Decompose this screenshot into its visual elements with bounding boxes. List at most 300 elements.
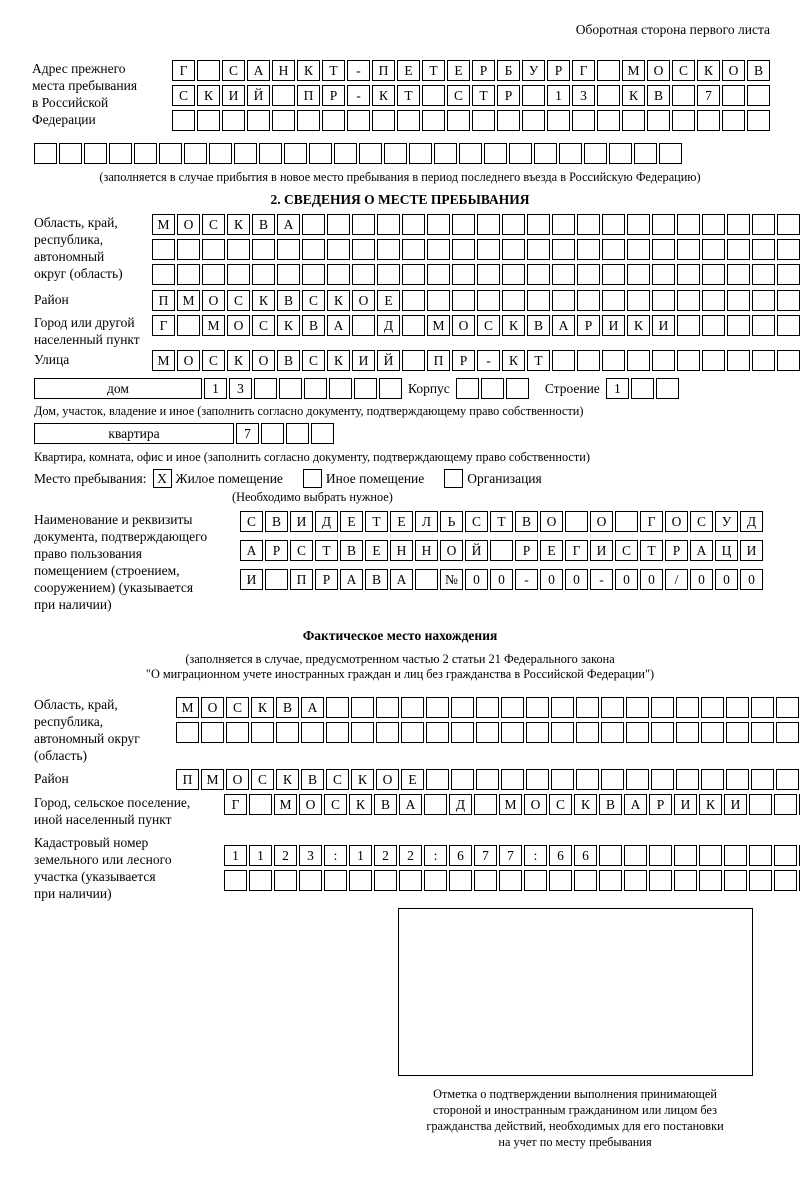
section2-region-cell-r3-7[interactable]: [302, 264, 325, 285]
section2-region-cell-r1-8[interactable]: [327, 214, 350, 235]
prev-address-cell-r2-9[interactable]: К: [372, 85, 395, 106]
section2-region-cell-r3-14[interactable]: [477, 264, 500, 285]
section2-document-row-2[interactable]: [240, 540, 765, 561]
section2-street-cell-19[interactable]: [602, 350, 625, 371]
section2-document-cell-r3-11[interactable]: 0: [490, 569, 513, 590]
prev-address-cell-r1-13[interactable]: Р: [472, 60, 495, 81]
prev-address-cell-r4-16[interactable]: [409, 143, 432, 164]
section2-city-cell-20[interactable]: К: [627, 315, 650, 336]
section2-street-cell-3[interactable]: С: [202, 350, 225, 371]
section2-district-cell-19[interactable]: [602, 290, 625, 311]
section2-region-cell-r3-5[interactable]: [252, 264, 275, 285]
section3-cadastral-cell-r1-12[interactable]: 7: [499, 845, 522, 866]
section2-document-cell-r2-11[interactable]: [490, 540, 513, 561]
prev-address-cell-r3-9[interactable]: [372, 110, 395, 131]
section2-document-cell-r2-2[interactable]: Р: [265, 540, 288, 561]
section3-region-cell-r1-2[interactable]: О: [201, 697, 224, 718]
place-type-residential-checkbox[interactable]: X: [153, 469, 172, 488]
section2-region-cell-r2-7[interactable]: [302, 239, 325, 260]
stroenie-cells[interactable]: [606, 378, 681, 399]
prev-address-cell-r2-21[interactable]: [672, 85, 695, 106]
section3-region-cell-r2-22[interactable]: [701, 722, 724, 743]
section2-region-cell-r3-23[interactable]: [702, 264, 725, 285]
prev-address-cell-r1-12[interactable]: Е: [447, 60, 470, 81]
section2-document-cell-r1-2[interactable]: В: [265, 511, 288, 532]
section3-region-cell-r1-10[interactable]: [401, 697, 424, 718]
section2-region-cell-r3-26[interactable]: [777, 264, 800, 285]
section3-region-cell-r1-14[interactable]: [501, 697, 524, 718]
section2-region-cell-r2-24[interactable]: [727, 239, 750, 260]
section2-street-cell-21[interactable]: [652, 350, 675, 371]
section2-document-cell-r2-14[interactable]: Г: [565, 540, 588, 561]
section2-document-cell-r1-16[interactable]: [615, 511, 638, 532]
section2-district-cell-20[interactable]: [627, 290, 650, 311]
prev-address-cell-r1-2[interactable]: [197, 60, 220, 81]
prev-address-cell-r4-22[interactable]: [559, 143, 582, 164]
section2-street-cell-15[interactable]: К: [502, 350, 525, 371]
section2-street-cell-5[interactable]: О: [252, 350, 275, 371]
section2-district-cell-8[interactable]: К: [327, 290, 350, 311]
section3-city-cell-7[interactable]: В: [374, 794, 397, 815]
section2-region-cell-r2-18[interactable]: [577, 239, 600, 260]
section2-city-row[interactable]: [152, 315, 800, 336]
section2-district-cell-15[interactable]: [502, 290, 525, 311]
section2-document-cell-r3-16[interactable]: 0: [615, 569, 638, 590]
section3-region-cell-r1-4[interactable]: К: [251, 697, 274, 718]
section2-region-cell-r1-25[interactable]: [752, 214, 775, 235]
prev-address-cell-r4-5[interactable]: [134, 143, 157, 164]
section2-city-cell-18[interactable]: Р: [577, 315, 600, 336]
section2-region-cell-r2-10[interactable]: [377, 239, 400, 260]
house-cell-6[interactable]: [329, 378, 352, 399]
place-type-organization-checkbox[interactable]: [444, 469, 463, 488]
section2-city-cell-24[interactable]: [727, 315, 750, 336]
section3-district-cell-6[interactable]: В: [301, 769, 324, 790]
section2-street-cell-23[interactable]: [702, 350, 725, 371]
prev-address-cell-r3-10[interactable]: [397, 110, 420, 131]
section3-cadastral-cell-r1-13[interactable]: :: [524, 845, 547, 866]
house-cell-3[interactable]: [254, 378, 277, 399]
korpus-cell-3[interactable]: [506, 378, 529, 399]
prev-address-cell-r1-19[interactable]: М: [622, 60, 645, 81]
prev-address-cell-r3-24[interactable]: [747, 110, 770, 131]
section2-region-cell-r3-1[interactable]: [152, 264, 175, 285]
prev-address-cell-r3-22[interactable]: [697, 110, 720, 131]
prev-address-cell-r3-15[interactable]: [522, 110, 545, 131]
section3-city-cell-1[interactable]: Г: [224, 794, 247, 815]
prev-address-cell-r2-24[interactable]: [747, 85, 770, 106]
section2-city-cell-17[interactable]: А: [552, 315, 575, 336]
prev-address-cell-r2-20[interactable]: В: [647, 85, 670, 106]
section2-region-cell-r1-18[interactable]: [577, 214, 600, 235]
prev-address-cell-r4-20[interactable]: [509, 143, 532, 164]
section3-region-cell-r2-14[interactable]: [501, 722, 524, 743]
section3-cadastral-cell-r1-8[interactable]: 2: [399, 845, 422, 866]
section3-cadastral-cell-r1-10[interactable]: 6: [449, 845, 472, 866]
section3-city-cell-10[interactable]: Д: [449, 794, 472, 815]
section3-district-cell-21[interactable]: [676, 769, 699, 790]
prev-address-cell-r1-7[interactable]: Т: [322, 60, 345, 81]
section2-region-cell-r2-17[interactable]: [552, 239, 575, 260]
section3-city-cell-8[interactable]: А: [399, 794, 422, 815]
section2-document-cell-r2-5[interactable]: В: [340, 540, 363, 561]
prev-address-cell-r3-19[interactable]: [622, 110, 645, 131]
section2-document-row-3[interactable]: [240, 569, 765, 590]
stroenie-cell-2[interactable]: [631, 378, 654, 399]
section3-city-row[interactable]: [224, 794, 800, 815]
section3-cadastral-cell-r2-13[interactable]: [524, 870, 547, 891]
section2-document-cell-r3-12[interactable]: -: [515, 569, 538, 590]
section3-cadastral-cell-r1-22[interactable]: [749, 845, 772, 866]
section3-city-cell-6[interactable]: К: [349, 794, 372, 815]
prev-address-cell-r4-14[interactable]: [359, 143, 382, 164]
section2-district-cell-17[interactable]: [552, 290, 575, 311]
section3-city-cell-4[interactable]: О: [299, 794, 322, 815]
section3-cadastral-cell-r1-9[interactable]: :: [424, 845, 447, 866]
section2-city-cell-12[interactable]: М: [427, 315, 450, 336]
section2-document-cell-r1-8[interactable]: Л: [415, 511, 438, 532]
prev-address-row-4[interactable]: [34, 143, 684, 164]
section3-city-cell-5[interactable]: С: [324, 794, 347, 815]
section3-district-cell-1[interactable]: П: [176, 769, 199, 790]
section3-region-cell-r2-13[interactable]: [476, 722, 499, 743]
section3-city-cell-14[interactable]: С: [549, 794, 572, 815]
section2-region-cell-r1-21[interactable]: [652, 214, 675, 235]
prev-address-cell-r4-9[interactable]: [234, 143, 257, 164]
section2-region-row-2[interactable]: [152, 239, 800, 260]
section3-region-cell-r1-9[interactable]: [376, 697, 399, 718]
section3-district-cell-7[interactable]: С: [326, 769, 349, 790]
section3-region-cell-r1-19[interactable]: [626, 697, 649, 718]
section3-cadastral-cell-r2-3[interactable]: [274, 870, 297, 891]
section2-document-cell-r3-2[interactable]: [265, 569, 288, 590]
prev-address-cell-r4-2[interactable]: [59, 143, 82, 164]
section2-region-cell-r3-18[interactable]: [577, 264, 600, 285]
section2-district-cell-23[interactable]: [702, 290, 725, 311]
section2-region-cell-r2-5[interactable]: [252, 239, 275, 260]
section2-document-cell-r1-1[interactable]: С: [240, 511, 263, 532]
prev-address-cell-r3-23[interactable]: [722, 110, 745, 131]
section2-street-cell-17[interactable]: [552, 350, 575, 371]
section3-region-cell-r1-25[interactable]: [776, 697, 799, 718]
prev-address-cell-r3-17[interactable]: [572, 110, 595, 131]
section3-region-cell-r2-7[interactable]: [326, 722, 349, 743]
section2-region-cell-r1-14[interactable]: [477, 214, 500, 235]
section2-region-cell-r2-20[interactable]: [627, 239, 650, 260]
section3-cadastral-cell-r1-17[interactable]: [624, 845, 647, 866]
section2-document-cell-r3-19[interactable]: 0: [690, 569, 713, 590]
section3-district-cell-24[interactable]: [751, 769, 774, 790]
house-cell-2[interactable]: 3: [229, 378, 252, 399]
section2-street-cell-6[interactable]: В: [277, 350, 300, 371]
prev-address-cell-r1-22[interactable]: К: [697, 60, 720, 81]
korpus-cells[interactable]: [456, 378, 531, 399]
section3-region-cell-r2-2[interactable]: [201, 722, 224, 743]
section2-region-cell-r3-13[interactable]: [452, 264, 475, 285]
section2-document-cell-r3-9[interactable]: №: [440, 569, 463, 590]
section2-region-cell-r3-3[interactable]: [202, 264, 225, 285]
section2-document-cell-r3-4[interactable]: Р: [315, 569, 338, 590]
section2-district-cell-9[interactable]: О: [352, 290, 375, 311]
section2-document-cell-r2-10[interactable]: Й: [465, 540, 488, 561]
section2-district-cell-11[interactable]: [402, 290, 425, 311]
section3-cadastral-cell-r2-8[interactable]: [399, 870, 422, 891]
section3-cadastral-row-1[interactable]: [224, 845, 800, 866]
section2-region-cell-r3-6[interactable]: [277, 264, 300, 285]
section3-city-cell-20[interactable]: К: [699, 794, 722, 815]
section2-district-cell-18[interactable]: [577, 290, 600, 311]
section3-district-cell-12[interactable]: [451, 769, 474, 790]
section2-city-cell-21[interactable]: И: [652, 315, 675, 336]
house-cell-8[interactable]: [379, 378, 402, 399]
section3-region-cell-r1-16[interactable]: [551, 697, 574, 718]
section2-document-cell-r1-7[interactable]: Е: [390, 511, 413, 532]
section2-region-cell-r2-12[interactable]: [427, 239, 450, 260]
section3-city-cell-19[interactable]: И: [674, 794, 697, 815]
section2-region-cell-r2-26[interactable]: [777, 239, 800, 260]
section3-district-cell-18[interactable]: [601, 769, 624, 790]
section2-street-cell-26[interactable]: [777, 350, 800, 371]
prev-address-cell-r1-20[interactable]: О: [647, 60, 670, 81]
prev-address-cell-r4-15[interactable]: [384, 143, 407, 164]
prev-address-cell-r1-18[interactable]: [597, 60, 620, 81]
section3-region-cell-r1-12[interactable]: [451, 697, 474, 718]
house-cells[interactable]: [204, 378, 404, 399]
prev-address-cell-r1-4[interactable]: А: [247, 60, 270, 81]
section3-city-cell-3[interactable]: М: [274, 794, 297, 815]
house-cell-7[interactable]: [354, 378, 377, 399]
prev-address-cell-r3-18[interactable]: [597, 110, 620, 131]
section2-region-row-1[interactable]: [152, 214, 800, 235]
section3-cadastral-cell-r2-14[interactable]: [549, 870, 572, 891]
prev-address-cell-r1-11[interactable]: Т: [422, 60, 445, 81]
prev-address-cell-r1-5[interactable]: Н: [272, 60, 295, 81]
section2-region-cell-r3-11[interactable]: [402, 264, 425, 285]
prev-address-cell-r4-13[interactable]: [334, 143, 357, 164]
prev-address-cell-r1-21[interactable]: С: [672, 60, 695, 81]
section2-street-cell-8[interactable]: К: [327, 350, 350, 371]
section3-district-cell-8[interactable]: К: [351, 769, 374, 790]
prev-address-cell-r3-16[interactable]: [547, 110, 570, 131]
section2-region-cell-r1-22[interactable]: [677, 214, 700, 235]
section2-region-cell-r1-10[interactable]: [377, 214, 400, 235]
section2-region-cell-r1-6[interactable]: А: [277, 214, 300, 235]
section2-document-cell-r1-4[interactable]: Д: [315, 511, 338, 532]
stroenie-cell-1[interactable]: 1: [606, 378, 629, 399]
section2-document-cell-r1-12[interactable]: В: [515, 511, 538, 532]
section2-region-cell-r3-12[interactable]: [427, 264, 450, 285]
prev-address-cell-r1-8[interactable]: -: [347, 60, 370, 81]
section3-cadastral-cell-r2-4[interactable]: [299, 870, 322, 891]
section2-region-cell-r1-23[interactable]: [702, 214, 725, 235]
section3-cadastral-cell-r2-16[interactable]: [599, 870, 622, 891]
section3-region-cell-r1-21[interactable]: [676, 697, 699, 718]
section2-document-cell-r2-18[interactable]: Р: [665, 540, 688, 561]
section3-cadastral-cell-r2-21[interactable]: [724, 870, 747, 891]
section2-district-cell-4[interactable]: С: [227, 290, 250, 311]
prev-address-cell-r1-16[interactable]: Р: [547, 60, 570, 81]
section2-street-cell-2[interactable]: О: [177, 350, 200, 371]
section2-region-cell-r2-3[interactable]: [202, 239, 225, 260]
section2-region-cell-r3-10[interactable]: [377, 264, 400, 285]
prev-address-cell-r2-19[interactable]: К: [622, 85, 645, 106]
prev-address-cell-r3-8[interactable]: [347, 110, 370, 131]
section3-cadastral-cell-r2-18[interactable]: [649, 870, 672, 891]
section3-region-cell-r2-5[interactable]: [276, 722, 299, 743]
prev-address-cell-r4-23[interactable]: [584, 143, 607, 164]
section2-city-cell-4[interactable]: О: [227, 315, 250, 336]
prev-address-cell-r4-7[interactable]: [184, 143, 207, 164]
section2-region-row-3[interactable]: [152, 264, 800, 285]
section3-city-cell-17[interactable]: А: [624, 794, 647, 815]
section3-region-cell-r1-18[interactable]: [601, 697, 624, 718]
section3-cadastral-cell-r1-1[interactable]: 1: [224, 845, 247, 866]
prev-address-cell-r3-3[interactable]: [222, 110, 245, 131]
prev-address-cell-r4-26[interactable]: [659, 143, 682, 164]
section2-document-cell-r3-15[interactable]: -: [590, 569, 613, 590]
section3-cadastral-cell-r2-15[interactable]: [574, 870, 597, 891]
section3-region-cell-r1-17[interactable]: [576, 697, 599, 718]
section2-street-cell-25[interactable]: [752, 350, 775, 371]
section2-document-cell-r3-14[interactable]: 0: [565, 569, 588, 590]
section2-document-cell-r1-21[interactable]: Д: [740, 511, 763, 532]
section3-cadastral-cell-r1-23[interactable]: [774, 845, 797, 866]
prev-address-cell-r3-11[interactable]: [422, 110, 445, 131]
section3-region-cell-r1-5[interactable]: В: [276, 697, 299, 718]
section3-region-cell-r2-17[interactable]: [576, 722, 599, 743]
section2-document-cell-r1-14[interactable]: [565, 511, 588, 532]
section2-city-cell-26[interactable]: [777, 315, 800, 336]
prev-address-cell-r3-21[interactable]: [672, 110, 695, 131]
section3-cadastral-cell-r2-10[interactable]: [449, 870, 472, 891]
section2-document-cell-r2-4[interactable]: Т: [315, 540, 338, 561]
section2-city-cell-16[interactable]: В: [527, 315, 550, 336]
section3-district-cell-9[interactable]: О: [376, 769, 399, 790]
section3-region-cell-r1-13[interactable]: [476, 697, 499, 718]
section2-city-cell-3[interactable]: М: [202, 315, 225, 336]
section3-cadastral-cell-r2-7[interactable]: [374, 870, 397, 891]
section3-cadastral-cell-r2-5[interactable]: [324, 870, 347, 891]
section2-document-cell-r2-16[interactable]: С: [615, 540, 638, 561]
section3-region-cell-r2-11[interactable]: [426, 722, 449, 743]
section3-district-cell-15[interactable]: [526, 769, 549, 790]
section3-region-cell-r2-1[interactable]: [176, 722, 199, 743]
section2-region-cell-r1-19[interactable]: [602, 214, 625, 235]
section2-district-cell-24[interactable]: [727, 290, 750, 311]
section2-region-cell-r3-16[interactable]: [527, 264, 550, 285]
section2-document-cell-r3-3[interactable]: П: [290, 569, 313, 590]
prev-address-cell-r2-3[interactable]: И: [222, 85, 245, 106]
prev-address-cell-r1-9[interactable]: П: [372, 60, 395, 81]
section2-street-cell-12[interactable]: П: [427, 350, 450, 371]
section2-district-cell-22[interactable]: [677, 290, 700, 311]
section2-region-cell-r3-22[interactable]: [677, 264, 700, 285]
section2-region-cell-r3-17[interactable]: [552, 264, 575, 285]
section2-city-cell-1[interactable]: Г: [152, 315, 175, 336]
section2-region-cell-r1-7[interactable]: [302, 214, 325, 235]
section2-document-cell-r1-9[interactable]: Ь: [440, 511, 463, 532]
section3-cadastral-cell-r1-3[interactable]: 2: [274, 845, 297, 866]
prev-address-cell-r1-1[interactable]: Г: [172, 60, 195, 81]
section3-district-cell-3[interactable]: О: [226, 769, 249, 790]
section3-district-cell-20[interactable]: [651, 769, 674, 790]
section3-district-cell-19[interactable]: [626, 769, 649, 790]
section2-document-cell-r1-18[interactable]: О: [665, 511, 688, 532]
section3-cadastral-cell-r2-19[interactable]: [674, 870, 697, 891]
section2-district-cell-16[interactable]: [527, 290, 550, 311]
section2-city-cell-25[interactable]: [752, 315, 775, 336]
prev-address-cell-r1-23[interactable]: О: [722, 60, 745, 81]
section2-document-cell-r1-15[interactable]: О: [590, 511, 613, 532]
section2-document-cell-r1-13[interactable]: О: [540, 511, 563, 532]
section3-region-cell-r2-3[interactable]: [226, 722, 249, 743]
section3-district-cell-13[interactable]: [476, 769, 499, 790]
prev-address-cell-r4-6[interactable]: [159, 143, 182, 164]
prev-address-cell-r3-2[interactable]: [197, 110, 220, 131]
section2-document-cell-r2-21[interactable]: И: [740, 540, 763, 561]
section2-street-cell-18[interactable]: [577, 350, 600, 371]
prev-address-row-1[interactable]: [172, 60, 772, 81]
prev-address-cell-r4-18[interactable]: [459, 143, 482, 164]
section2-region-cell-r1-16[interactable]: [527, 214, 550, 235]
section2-region-cell-r2-6[interactable]: [277, 239, 300, 260]
house-cell-1[interactable]: 1: [204, 378, 227, 399]
section2-document-cell-r1-6[interactable]: Т: [365, 511, 388, 532]
section2-region-cell-r1-20[interactable]: [627, 214, 650, 235]
flat-cell-3[interactable]: [286, 423, 309, 444]
section3-city-cell-16[interactable]: В: [599, 794, 622, 815]
section2-region-cell-r1-13[interactable]: [452, 214, 475, 235]
section2-district-cell-10[interactable]: Е: [377, 290, 400, 311]
section2-document-cell-r2-13[interactable]: Е: [540, 540, 563, 561]
section2-street-cell-20[interactable]: [627, 350, 650, 371]
prev-address-cell-r2-12[interactable]: С: [447, 85, 470, 106]
section2-document-cell-r3-7[interactable]: А: [390, 569, 413, 590]
section3-cadastral-cell-r1-18[interactable]: [649, 845, 672, 866]
section3-district-cell-23[interactable]: [726, 769, 749, 790]
section3-region-cell-r2-4[interactable]: [251, 722, 274, 743]
flat-cell-1[interactable]: 7: [236, 423, 259, 444]
prev-address-cell-r4-12[interactable]: [309, 143, 332, 164]
section2-street-cell-1[interactable]: М: [152, 350, 175, 371]
section2-district-cell-5[interactable]: К: [252, 290, 275, 311]
section3-cadastral-cell-r1-11[interactable]: 7: [474, 845, 497, 866]
section2-district-cell-21[interactable]: [652, 290, 675, 311]
section2-street-cell-13[interactable]: Р: [452, 350, 475, 371]
section3-region-cell-r1-3[interactable]: С: [226, 697, 249, 718]
prev-address-cell-r3-1[interactable]: [172, 110, 195, 131]
section2-document-cell-r1-10[interactable]: С: [465, 511, 488, 532]
section3-district-cell-25[interactable]: [776, 769, 799, 790]
section2-document-cell-r2-20[interactable]: Ц: [715, 540, 738, 561]
section2-region-cell-r2-9[interactable]: [352, 239, 375, 260]
prev-address-cell-r3-14[interactable]: [497, 110, 520, 131]
section2-document-cell-r3-13[interactable]: 0: [540, 569, 563, 590]
section2-street-cell-9[interactable]: И: [352, 350, 375, 371]
section2-region-cell-r2-4[interactable]: [227, 239, 250, 260]
section3-region-cell-r2-15[interactable]: [526, 722, 549, 743]
section2-document-cell-r2-1[interactable]: А: [240, 540, 263, 561]
section2-district-cell-25[interactable]: [752, 290, 775, 311]
section2-city-cell-10[interactable]: Д: [377, 315, 400, 336]
prev-address-cell-r2-10[interactable]: Т: [397, 85, 420, 106]
section3-district-cell-5[interactable]: К: [276, 769, 299, 790]
section2-region-cell-r3-9[interactable]: [352, 264, 375, 285]
section3-city-cell-18[interactable]: Р: [649, 794, 672, 815]
section2-document-cell-r2-6[interactable]: Е: [365, 540, 388, 561]
section2-document-cell-r2-8[interactable]: Н: [415, 540, 438, 561]
section3-cadastral-cell-r2-22[interactable]: [749, 870, 772, 891]
